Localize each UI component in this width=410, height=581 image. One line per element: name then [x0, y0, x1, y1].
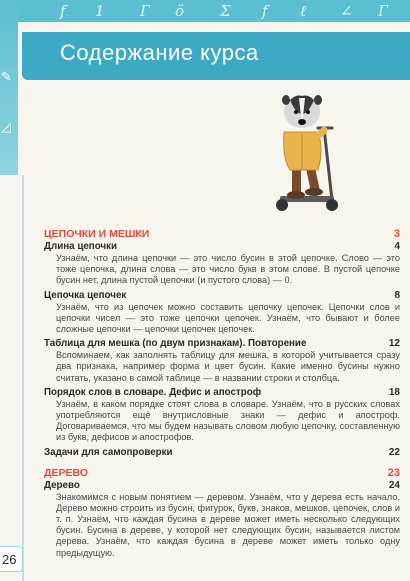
- section-heading[interactable]: [44, 467, 400, 480]
- topic-title: Дерево: [44, 479, 80, 491]
- topic-heading[interactable]: [44, 338, 400, 350]
- pen-icon: ✎: [1, 70, 12, 85]
- section-title: ДЕРЕВО: [44, 466, 88, 479]
- topic-description: Знакомимся с новым понятием — деревом. Узнаём, что у дерева есть начало. Дерево можно строить из бусин, фигурок, букв, знаков, мешков, цепочек, слов и т. п. Узнаём, что каждая бусина в дереве может иметь несколько следующих бусин. Бусина в дереве, у которой нет следующих бусин, называется листом дерева. Узнаём, что каждая бусина в дереве может иметь только одну предыдущую.: [56, 491, 400, 558]
- topic-page: 18: [388, 386, 400, 398]
- decorative-glyph: ∠: [340, 2, 353, 20]
- topic-heading[interactable]: [44, 447, 400, 459]
- topic-page: 24: [388, 479, 400, 491]
- ruler-icon: ◿: [1, 120, 11, 135]
- topic-page: 4: [394, 241, 400, 252]
- decorative-glyph: f: [60, 2, 66, 20]
- badger-on-scooter-icon: [262, 88, 348, 216]
- topic-heading[interactable]: [44, 387, 400, 399]
- decorative-glyph: Σ: [220, 2, 231, 20]
- section-title: ЦЕПОЧКИ И МЕШКИ: [44, 228, 150, 240]
- topic-heading[interactable]: [44, 290, 400, 302]
- decorative-glyph: Г: [378, 2, 388, 20]
- title-bar: [22, 32, 410, 80]
- topic-page: 8: [394, 289, 400, 301]
- topic-heading[interactable]: [44, 241, 400, 253]
- topic-description: Вспоминаем, как заполнять таблицу для мешка, в которой учитывается сразу два признака, например форма и цвет бусин. Какие именно бусины нужно считать, указано в самой таблице — в названии строки и столбца.: [56, 350, 400, 383]
- decorative-glyph: ö: [175, 2, 185, 20]
- section-gap: [44, 459, 400, 467]
- page-number: 26: [2, 552, 17, 567]
- section-page: 3: [393, 228, 400, 240]
- topic-title: Таблица для мешка (по двум признакам). Повторение: [44, 338, 307, 350]
- table-of-contents: [44, 228, 400, 562]
- topic-description: Узнаём, что из цепочек можно составить цепочку цепочек. Цепочки слов и цепочки чисел — это тоже цепочки цепочек. Узнаём, что бывают и более сложные цепочки — цепочки цепочек цепочек.: [56, 301, 400, 335]
- topic-page: 22: [388, 446, 400, 458]
- section-heading[interactable]: [44, 228, 400, 241]
- topic-description: Узнаём, что длина цепочки — это число бусин в этой цепочке. Слово — это тоже цепочка, длина слова — это число букв в этом слове. В пустой цепочке бусин нет, длина пустой цепочки (и пустого слова) — 0.: [56, 253, 400, 286]
- decorative-glyph: 1: [95, 2, 105, 20]
- topic-heading[interactable]: [44, 480, 400, 492]
- decorative-glyph: ℓ: [300, 2, 307, 20]
- left-rule: [22, 175, 24, 581]
- page-title: Содержание курса: [60, 40, 259, 65]
- topic-title: Цепочка цепочек: [44, 289, 127, 301]
- decorative-glyph: Г: [140, 2, 150, 20]
- topic-description: Узнаём, в каком порядке стоят слова в словаре. Узнаём, что в русских словах употребляются ещё внутрисловные знаки — дефис и апостроф. Договариваемся, что мы будем называть словом любую цепочку, составленную из букв, дефисов и апострофов.: [56, 398, 400, 443]
- topic-title: Порядок слов в словаре. Дефис и апостроф: [44, 386, 262, 398]
- topic-title: Длина цепочки: [44, 241, 118, 252]
- decorative-glyph: f: [262, 2, 268, 20]
- section-page: 23: [387, 466, 400, 479]
- topic-page: 12: [388, 338, 400, 350]
- topic-title: Задачи для самопроверки: [44, 446, 173, 458]
- left-decorative-band: [0, 0, 18, 175]
